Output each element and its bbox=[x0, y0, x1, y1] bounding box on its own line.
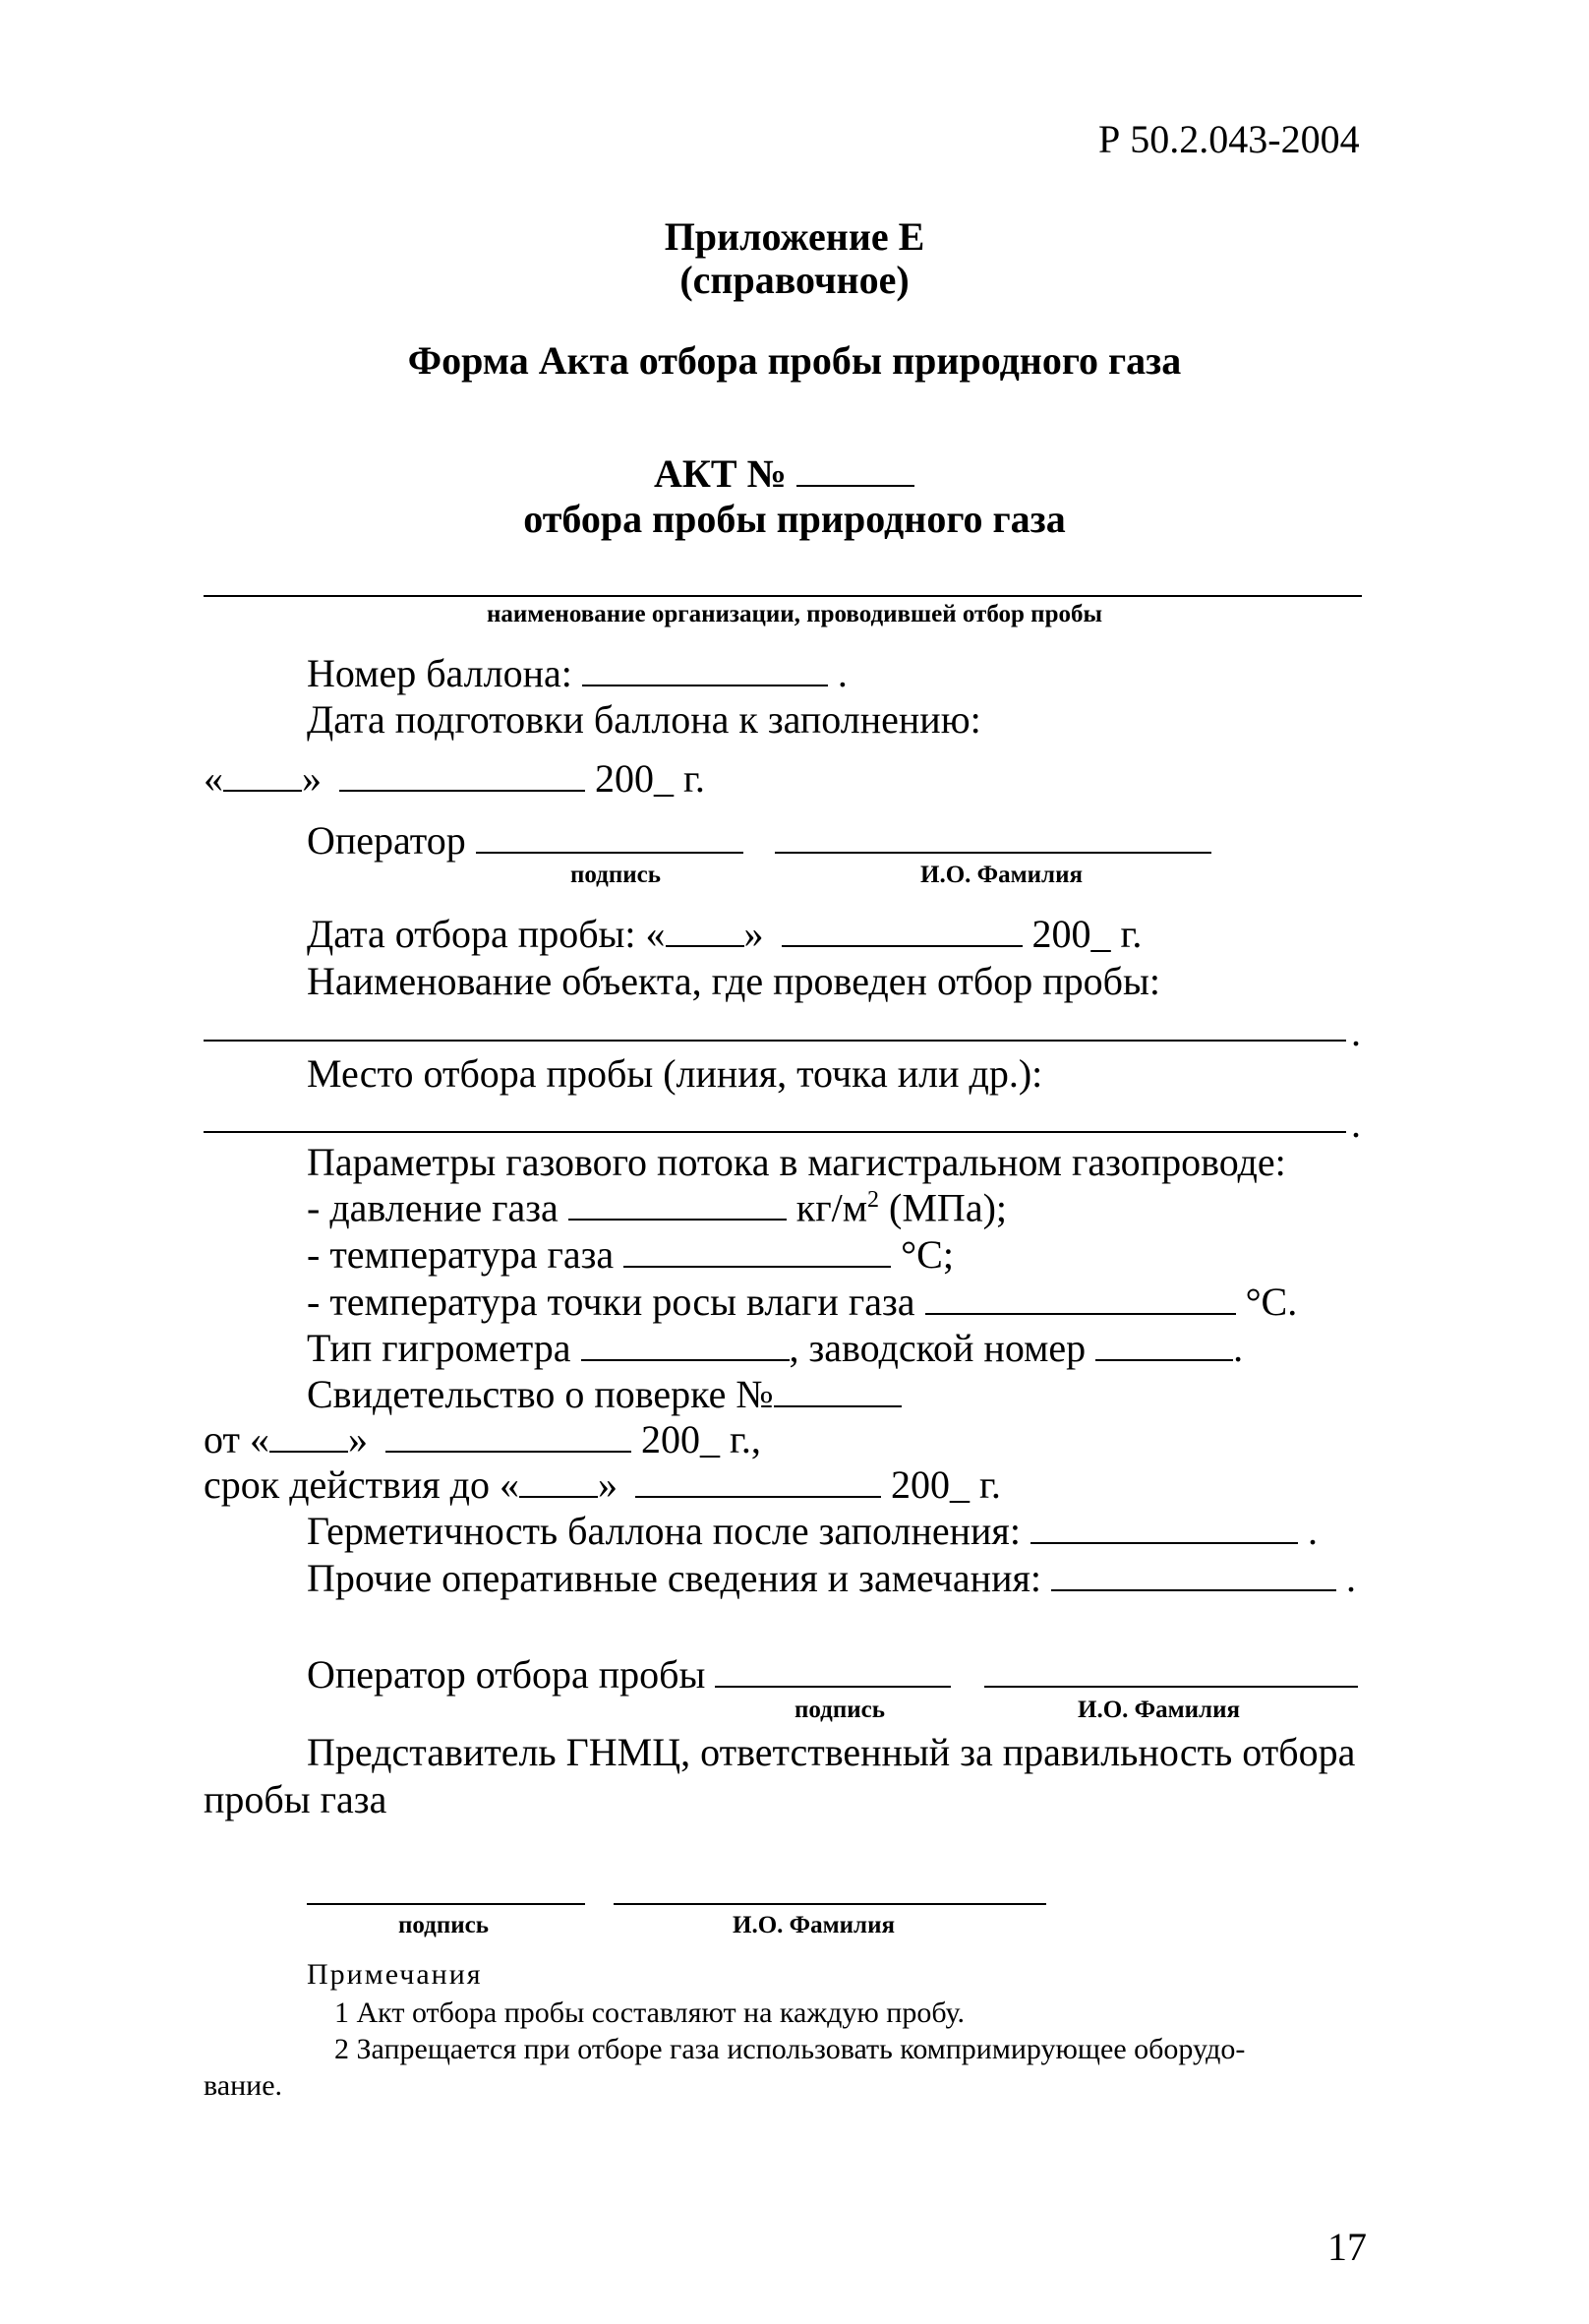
representative-name-line[interactable] bbox=[614, 1903, 1046, 1905]
representative-line1: Представитель ГНМЦ, ответственный за правильность отбора bbox=[307, 1730, 1356, 1774]
valid-until-row bbox=[204, 1462, 1001, 1507]
prep-date-label: Дата подготовки баллона к заполнению: bbox=[307, 697, 981, 742]
operator-signature-caption: подпись bbox=[570, 862, 661, 888]
dew-point-row bbox=[307, 1282, 1297, 1322]
period: . bbox=[1307, 1509, 1318, 1553]
sample-operator-signature-caption: подпись bbox=[794, 1697, 885, 1723]
appendix-type: (справочное) bbox=[679, 258, 910, 302]
other-info-label: Прочие оперативные сведения и замечания: bbox=[307, 1556, 1041, 1600]
object-name-period: . bbox=[1351, 1010, 1361, 1054]
valid-year: 200_ г. bbox=[890, 1462, 1001, 1507]
dew-point-label: - температура точки росы влаги газа bbox=[307, 1280, 915, 1324]
representative-signature-line[interactable] bbox=[307, 1903, 585, 1905]
cylinder-number-blank[interactable] bbox=[582, 655, 828, 686]
operator-label: Оператор bbox=[307, 818, 466, 863]
sample-place-line[interactable] bbox=[204, 1131, 1346, 1133]
temperature-blank[interactable] bbox=[623, 1236, 891, 1268]
appendix-title: Приложение Е bbox=[664, 214, 925, 259]
object-name-label: Наименование объекта, где проведен отбор пробы: bbox=[307, 959, 1160, 1003]
object-name-line[interactable] bbox=[204, 1040, 1346, 1042]
pressure-unit-superscript: 2 bbox=[867, 1187, 880, 1213]
other-info-blank[interactable] bbox=[1051, 1560, 1336, 1591]
sample-month-blank[interactable] bbox=[782, 916, 1023, 947]
flow-params-label: Параметры газового потока в магистральном газопроводе: bbox=[307, 1140, 1286, 1184]
serial-label: , заводской номер bbox=[789, 1326, 1087, 1370]
sample-operator-signature-blank[interactable] bbox=[715, 1656, 951, 1688]
hygrometer-label: Тип гигрометра bbox=[307, 1326, 571, 1370]
pressure-unit-mpa: (МПа); bbox=[879, 1185, 1008, 1230]
act-title-text: АКТ № bbox=[654, 451, 787, 496]
sample-operator-name-caption: И.О. Фамилия bbox=[1078, 1697, 1241, 1723]
operator-name-blank[interactable] bbox=[775, 822, 1211, 854]
valid-month-blank[interactable] bbox=[635, 1466, 881, 1498]
cert-year: 200_ г., bbox=[640, 1417, 761, 1461]
act-number-blank[interactable] bbox=[796, 455, 914, 487]
page-number: 17 bbox=[1327, 2225, 1367, 2269]
operator-name-caption: И.О. Фамилия bbox=[920, 862, 1084, 888]
certificate-date-row bbox=[204, 1417, 761, 1461]
organization-caption: наименование организации, проводившей отбор пробы bbox=[486, 601, 1102, 627]
prep-month-blank[interactable] bbox=[339, 760, 585, 792]
act-subtitle: отбора пробы природного газа bbox=[523, 497, 1066, 541]
other-info-row bbox=[307, 1556, 1356, 1600]
period: . bbox=[1346, 1556, 1356, 1600]
valid-until-label: срок действия до « bbox=[204, 1462, 519, 1507]
certificate-number-blank[interactable] bbox=[774, 1376, 902, 1407]
sample-date-label: Дата отбора пробы: « bbox=[307, 912, 666, 956]
sample-place-period: . bbox=[1351, 1102, 1361, 1146]
document-code: Р 50.2.043-2004 bbox=[1098, 117, 1360, 161]
sample-operator-label: Оператор отбора пробы bbox=[307, 1652, 706, 1697]
temperature-unit: °С; bbox=[901, 1232, 954, 1277]
from-label: от « bbox=[204, 1417, 269, 1461]
sample-day-blank[interactable] bbox=[666, 916, 744, 947]
act-title bbox=[654, 451, 914, 496]
prep-date-row bbox=[204, 756, 705, 801]
sample-place-label: Место отбора пробы (линия, точка или др.): bbox=[307, 1051, 1043, 1096]
operator-row bbox=[307, 818, 1211, 863]
representative-line2: пробы газа bbox=[204, 1777, 387, 1821]
pressure-label: - давление газа bbox=[307, 1185, 559, 1230]
serial-number-blank[interactable] bbox=[1095, 1330, 1233, 1361]
open-quote: « bbox=[204, 756, 223, 801]
period: . bbox=[1233, 1326, 1244, 1370]
close-quote: » bbox=[302, 756, 322, 801]
prep-year: 200_ г. bbox=[595, 756, 705, 801]
close-quote: » bbox=[743, 912, 764, 956]
temperature-row bbox=[307, 1232, 954, 1277]
certificate-row bbox=[307, 1372, 902, 1416]
sample-date-row bbox=[307, 912, 1143, 956]
note-item-2-line2: вание. bbox=[204, 2069, 283, 2102]
pressure-blank[interactable] bbox=[568, 1189, 787, 1221]
valid-day-blank[interactable] bbox=[519, 1466, 598, 1498]
temperature-label: - температура газа bbox=[307, 1232, 615, 1277]
cert-day-blank[interactable] bbox=[269, 1421, 348, 1453]
form-title: Форма Акта отбора пробы природного газа bbox=[407, 338, 1182, 383]
close-quote: » bbox=[597, 1462, 618, 1507]
cylinder-number-row bbox=[307, 651, 848, 695]
cylinder-number-label: Номер баллона: bbox=[307, 651, 572, 695]
notes-heading: Примечания bbox=[307, 1958, 483, 1991]
tightness-label: Герметичность баллона после заполнения: bbox=[307, 1509, 1021, 1553]
tightness-blank[interactable] bbox=[1030, 1513, 1298, 1544]
organization-line[interactable] bbox=[204, 595, 1362, 597]
cert-month-blank[interactable] bbox=[385, 1421, 631, 1453]
note-item-2-line1: 2 Запрещается при отборе газа использовать компримирующее оборудо- bbox=[334, 2033, 1246, 2065]
hygrometer-row bbox=[307, 1326, 1244, 1370]
note-item-1: 1 Акт отбора пробы составляют на каждую пробу. bbox=[334, 1996, 965, 2029]
close-quote: » bbox=[347, 1417, 368, 1461]
certificate-label: Свидетельство о поверке № bbox=[307, 1372, 774, 1416]
prep-day-blank[interactable] bbox=[223, 760, 302, 792]
dew-point-blank[interactable] bbox=[925, 1283, 1236, 1315]
operator-signature-blank[interactable] bbox=[476, 822, 743, 854]
representative-signature-caption: подпись bbox=[398, 1912, 489, 1938]
tightness-row bbox=[307, 1509, 1318, 1553]
sample-operator-row bbox=[307, 1652, 1358, 1697]
pressure-row bbox=[307, 1185, 1008, 1230]
period: . bbox=[837, 651, 848, 695]
sample-year: 200_ г. bbox=[1031, 912, 1143, 956]
sample-operator-name-blank[interactable] bbox=[984, 1656, 1358, 1688]
representative-name-caption: И.О. Фамилия bbox=[733, 1912, 896, 1938]
hygrometer-type-blank[interactable] bbox=[581, 1330, 790, 1361]
pressure-unit: кг/м bbox=[795, 1185, 868, 1230]
dew-point-unit: °С. bbox=[1245, 1280, 1298, 1324]
